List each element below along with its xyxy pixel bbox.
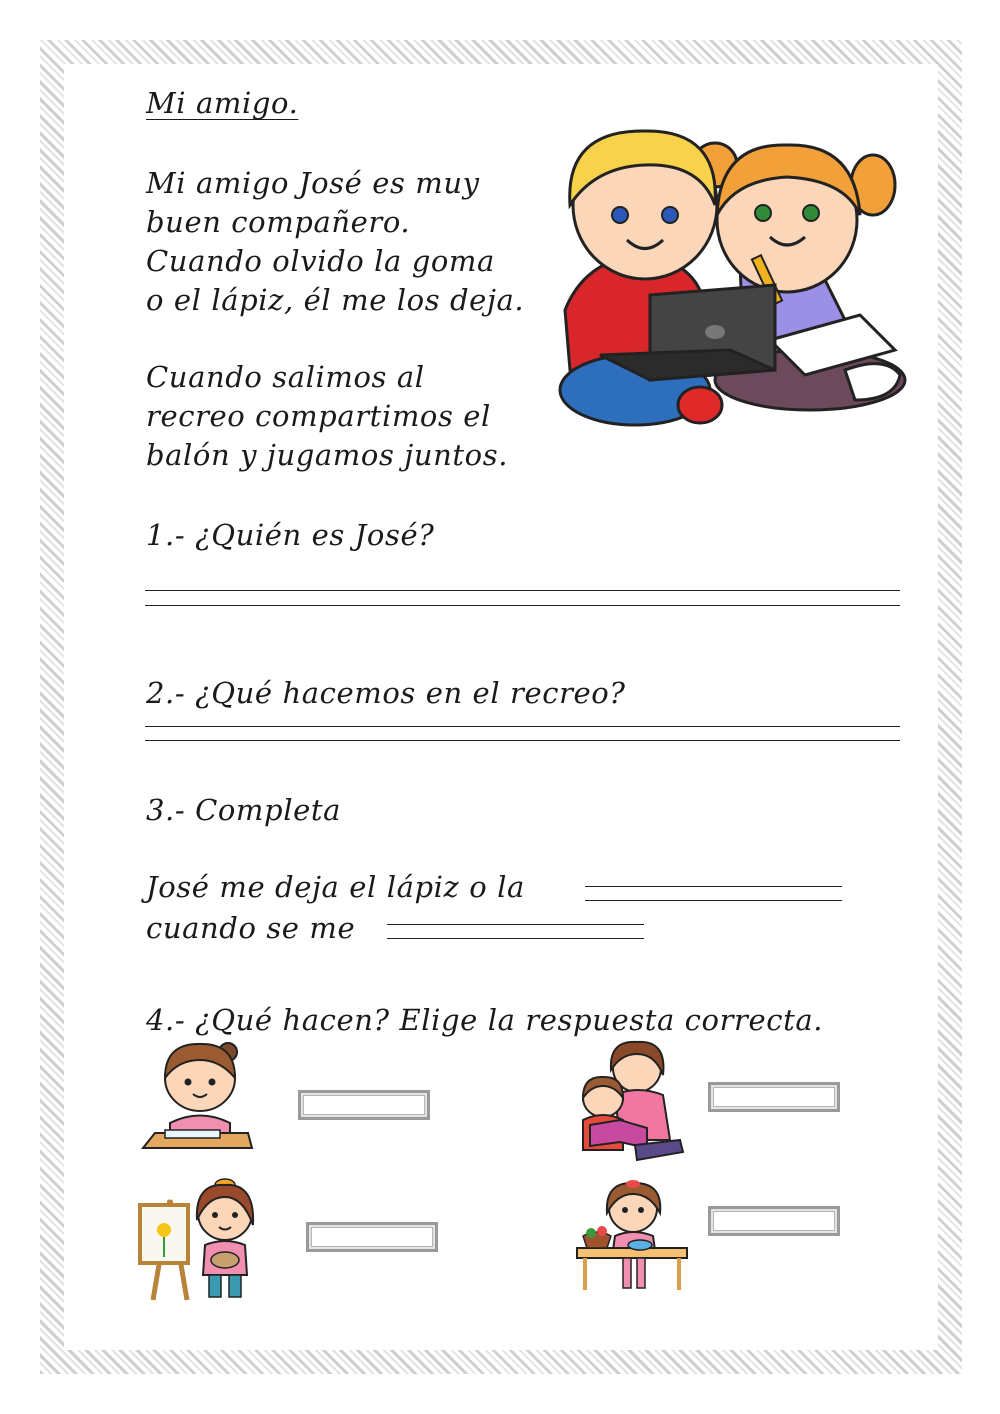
reading-paragraph-1 (146, 164, 524, 320)
fill-blank-1-a[interactable] (585, 886, 842, 887)
answer-box-3[interactable] (306, 1222, 438, 1252)
answer-line-q1-a[interactable] (145, 590, 900, 591)
paragraph-line: Cuando salimos al (146, 360, 425, 394)
answer-line-q2-a[interactable] (145, 726, 900, 727)
question-2: 2.- ¿Qué hacemos en el recreo? (146, 676, 626, 710)
answer-box-4[interactable] (708, 1206, 840, 1236)
paragraph-line: o el lápiz, él me los deja. (146, 283, 525, 317)
question-1: 1.- ¿Quién es José? (146, 518, 435, 552)
completion-line-1: José me deja el lápiz o la (146, 870, 525, 904)
mother-reading-with-child-icon (575, 1040, 685, 1165)
fill-blank-2-a[interactable] (387, 924, 644, 925)
reading-paragraph-2 (146, 358, 508, 475)
answer-box-2[interactable] (708, 1082, 840, 1112)
answer-box-1[interactable] (298, 1090, 430, 1120)
completion-line-2: cuando se me (146, 911, 356, 945)
paragraph-line: balón y jugamos juntos. (146, 438, 509, 472)
paragraph-line: Cuando olvido la goma (146, 244, 495, 278)
kids-with-laptop-illustration (555, 125, 910, 430)
answer-line-q2-b[interactable] (145, 740, 900, 741)
paragraph-line: recreo compartimos el (146, 399, 491, 433)
girl-drawing-icon (140, 1038, 255, 1153)
girl-painting-easel-icon (135, 1175, 260, 1305)
paragraph-line: Mi amigo José es muy (146, 166, 480, 200)
fill-blank-2-b[interactable] (387, 938, 644, 939)
fill-blank-1-b[interactable] (585, 900, 842, 901)
paragraph-line: buen compañero. (146, 205, 411, 239)
reading-title: Mi amigo. (146, 86, 299, 120)
question-3: 3.- Completa (146, 793, 341, 827)
answer-line-q1-b[interactable] (145, 605, 900, 606)
girl-eating-at-table-icon (575, 1178, 690, 1293)
question-4: 4.- ¿Qué hacen? Elige la respuesta correcta. (146, 1003, 824, 1037)
